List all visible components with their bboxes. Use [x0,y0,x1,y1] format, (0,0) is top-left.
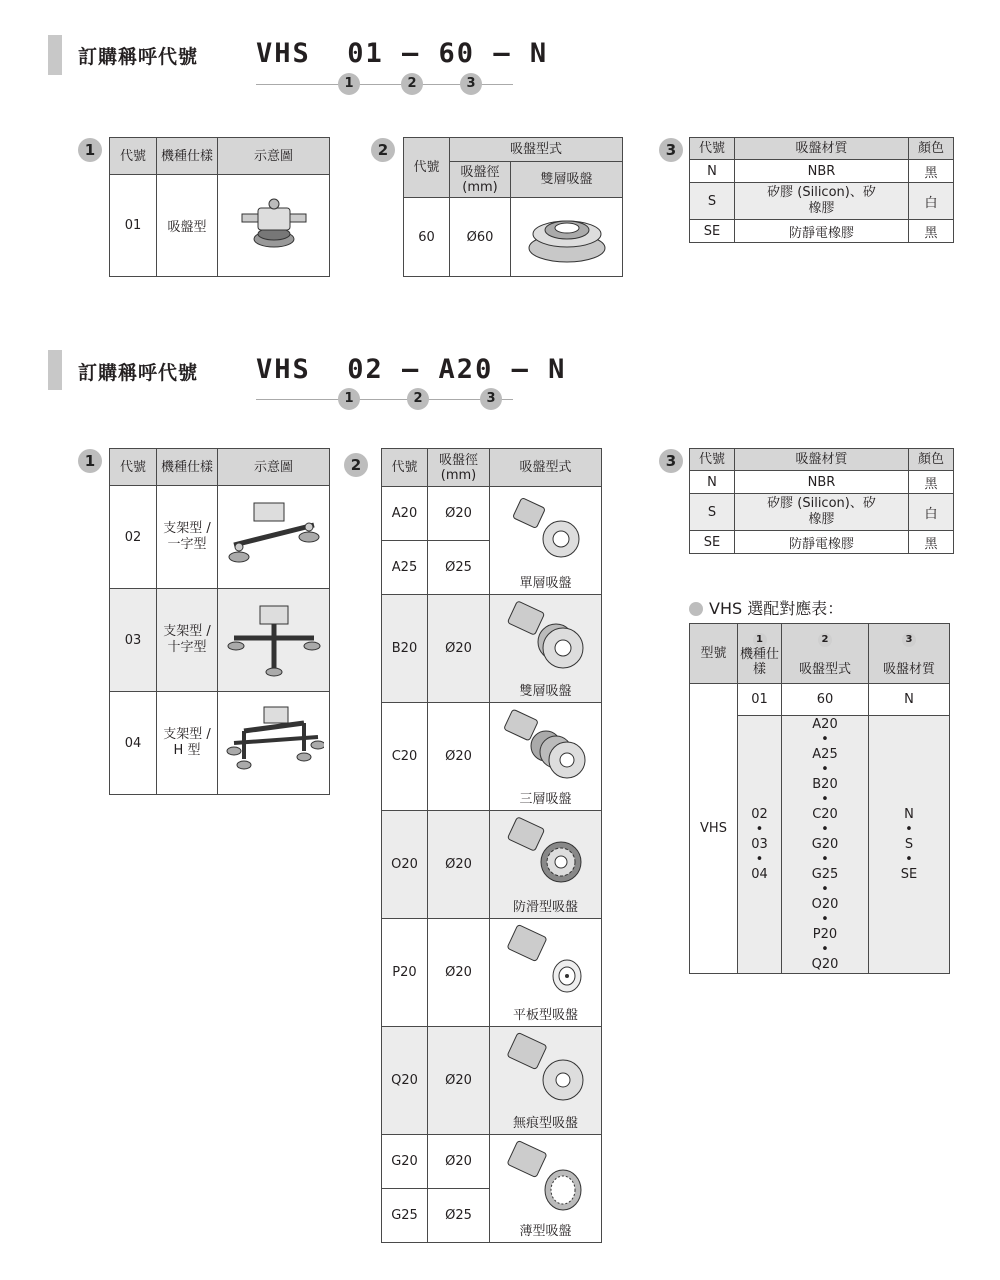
col-cup-type-group-header: 吸盤型式 [450,138,623,162]
cup-code: G25 [382,1189,428,1243]
sel-row1-spec: 01 [738,684,782,716]
material-color: 黑 [909,220,954,243]
cup-code: G20 [382,1135,428,1189]
sel-marker-1: 1 [753,633,767,647]
sel-mat-item: N [904,807,914,822]
material-code: S [690,183,735,220]
cup-dia: Ø20 [428,595,490,703]
bullet-dot-icon [689,602,703,616]
section-2-code-marker-2: 2 [407,388,429,410]
material-code: SE [690,220,735,243]
col-code-header: 代號 [690,138,735,160]
sel-cup-item: Q20 [811,957,839,972]
s1-model-spec: 吸盤型 [157,175,218,277]
col-color-header: 顏色 [909,449,954,471]
selection-table [689,623,950,974]
double-layer-cup-icon [501,600,591,680]
material-name: 防靜電橡膠 [735,531,909,554]
single-layer-cup-icon [506,494,586,564]
col-cup-dia-header: 吸盤徑(mm) [450,162,511,198]
s2-table3-marker: 3 [659,449,683,473]
s2-model-code: 02 [110,486,157,589]
col-cup-type-header [511,162,623,198]
col-diagram-header: 示意圖 [218,449,330,486]
anti-slip-cup-icon [501,816,591,896]
s2-model-spec: 支架型 / 十字型 [157,589,218,692]
sel-cup-item: C20 [812,807,838,822]
cup-type-caption: 單層吸盤 [519,576,572,591]
material-code: S [690,494,735,531]
cup-type-thin-cell [490,1135,602,1243]
material-name: 矽膠 (Silicon)、矽橡膠 [735,183,909,220]
material-color: 白 [909,494,954,531]
cup-dia: Ø20 [428,487,490,541]
cup-type-flat-cell [490,919,602,1027]
col-cup-type-header: 吸盤型式 [490,449,602,487]
col-cup-dia-header: 吸盤徑(mm) [428,449,490,487]
sel-cup-item: G20 [811,837,839,852]
s1-material-table [689,137,954,243]
sel-model-value: VHS [690,684,738,974]
section-1-code-marker-1: 1 [338,73,360,95]
cup-type-caption: 薄型吸盤 [519,1224,572,1239]
material-color: 黑 [909,471,954,494]
sel-row1-mat: N [869,684,950,716]
cup-code: A20 [382,487,428,541]
material-name: 矽膠 (Silicon)、矽橡膠 [735,494,909,531]
sel-marker-2: 2 [818,633,832,647]
s2-model-spec: 支架型 / 一字型 [157,486,218,589]
sel-spec-header [738,624,782,684]
s1-model-diagram [218,175,330,277]
cup-type-single-cell [490,487,602,595]
s2-material-table [689,448,954,554]
col-material-header: 吸盤材質 [735,138,909,160]
flat-cup-icon [501,924,591,1004]
cup-dia: Ø20 [428,919,490,1027]
sel-marker-3: 3 [902,633,916,647]
cup-type-nomark-cell [490,1027,602,1135]
s1-table1-marker: 1 [78,138,102,162]
cup-dia: Ø25 [428,541,490,595]
s1-table2-marker: 2 [371,138,395,162]
cup-dia: Ø20 [428,1135,490,1189]
s2-model-code: 04 [110,692,157,795]
material-name: 防靜電橡膠 [735,220,909,243]
col-diagram-header: 示意圖 [218,138,330,175]
triple-layer-cup-icon [501,708,591,788]
selection-title [689,596,843,619]
bracket-h-icon [224,701,324,781]
sel-mat-header [869,624,950,684]
sel-cup-header [782,624,869,684]
material-color: 白 [909,183,954,220]
section-2-code-line [256,399,513,400]
col-model-header: 機種仕樣 [157,138,218,175]
double-cup-icon [522,204,612,266]
col-material-header: 吸盤材質 [735,449,909,471]
material-name: NBR [735,160,909,183]
cup-dia: Ø20 [428,811,490,919]
sel-mat-label: 吸盤材質 [882,661,935,677]
cup-code: A25 [382,541,428,595]
section-2-order-code: VHS 02 – A20 – N [256,354,567,385]
s2-model-diagram [218,486,330,589]
material-code: SE [690,531,735,554]
cup-type-double-cell [490,595,602,703]
cup-type-label: 雙層吸盤 [540,172,593,187]
sel-row2-mats: N • S • SE [869,716,950,974]
no-mark-cup-icon [501,1032,591,1112]
s2-table2-marker: 2 [344,453,368,477]
cup-code: P20 [382,919,428,1027]
section-2-title: 訂購稱呼代號 [78,362,199,384]
section-2-code-marker-1: 1 [338,388,360,410]
col-color-header: 顏色 [909,138,954,160]
s2-cup-table [381,448,602,1243]
s1-model-code: 01 [110,175,157,277]
sel-row2-specs: 02 • 03 • 04 [738,716,782,974]
sel-row1-cup: 60 [782,684,869,716]
bracket-cross-icon [224,598,324,678]
s1-cup-table [403,137,623,277]
col-code-header: 代號 [382,449,428,487]
sel-row2-cups: A20 • A25 • B20 • C20 • G20 • G25 • O20 • P20 • Q20 [782,716,869,974]
s1-model-table [109,137,330,277]
s2-model-table [109,448,330,795]
section-1-code-marker-2: 2 [401,73,423,95]
suction-cup-assembly-icon [234,194,314,254]
col-model-header: 機種仕樣 [157,449,218,486]
cup-code: O20 [382,811,428,919]
cup-dia: Ø20 [428,1027,490,1135]
col-code-header: 代號 [110,138,157,175]
sel-cup-item: P20 [812,927,838,942]
cup-type-caption: 三層吸盤 [519,792,572,807]
sel-cup-item: B20 [812,777,838,792]
cup-type-caption: 雙層吸盤 [519,684,572,699]
cup-type-caption: 無痕型吸盤 [512,1116,578,1131]
sel-mat-item: SE [900,867,918,882]
material-name: NBR [735,471,909,494]
cup-code: B20 [382,595,428,703]
cup-code: Q20 [382,1027,428,1135]
s2-model-diagram [218,692,330,795]
cup-type-antislip-cell [490,811,602,919]
thin-cup-icon [501,1140,591,1220]
section-2-code-marker-3: 3 [480,388,502,410]
s2-model-diagram [218,589,330,692]
s1-cup-code: 60 [404,198,450,277]
cup-type-caption: 平板型吸盤 [512,1008,578,1023]
sel-model-header: 型號 [690,624,738,684]
material-color: 黑 [909,160,954,183]
material-code: N [690,471,735,494]
section-2-marker-bar [48,350,62,390]
s2-model-spec: 支架型 / H 型 [157,692,218,795]
s2-table1-marker: 1 [78,449,102,473]
sel-cup-item: A25 [812,747,838,762]
col-code-header: 代號 [690,449,735,471]
section-1-code-marker-3: 3 [460,73,482,95]
sel-cup-item: O20 [811,897,839,912]
material-code: N [690,160,735,183]
s2-model-code: 03 [110,589,157,692]
col-code-header: 代號 [110,449,157,486]
sel-spec-item: 02 [751,807,768,822]
sel-spec-item: 04 [751,867,768,882]
col-code-header: 代號 [404,138,450,198]
sel-spec-item: 03 [751,837,768,852]
s1-cup-dia: Ø60 [450,198,511,277]
sel-spec-label: 機種仕樣 [739,646,779,677]
sel-cup-item: G25 [811,867,839,882]
section-1-order-code: VHS 01 – 60 – N [256,38,549,69]
section-1-marker-bar [48,35,62,75]
material-color: 黑 [909,531,954,554]
sel-mat-item: S [904,837,914,852]
cup-type-caption: 防滑型吸盤 [512,900,578,915]
section-1-title: 訂購稱呼代號 [78,46,199,68]
cup-dia: Ø20 [428,703,490,811]
s1-cup-diagram [511,198,623,277]
s1-table3-marker: 3 [659,138,683,162]
cup-dia: Ø25 [428,1189,490,1243]
cup-code: C20 [382,703,428,811]
cup-type-triple-cell [490,703,602,811]
bracket-straight-icon [224,495,324,575]
sel-cup-item: A20 [812,717,838,732]
sel-cup-label: 吸盤型式 [798,661,851,677]
selection-title-text: VHS 選配對應表： [709,599,844,618]
